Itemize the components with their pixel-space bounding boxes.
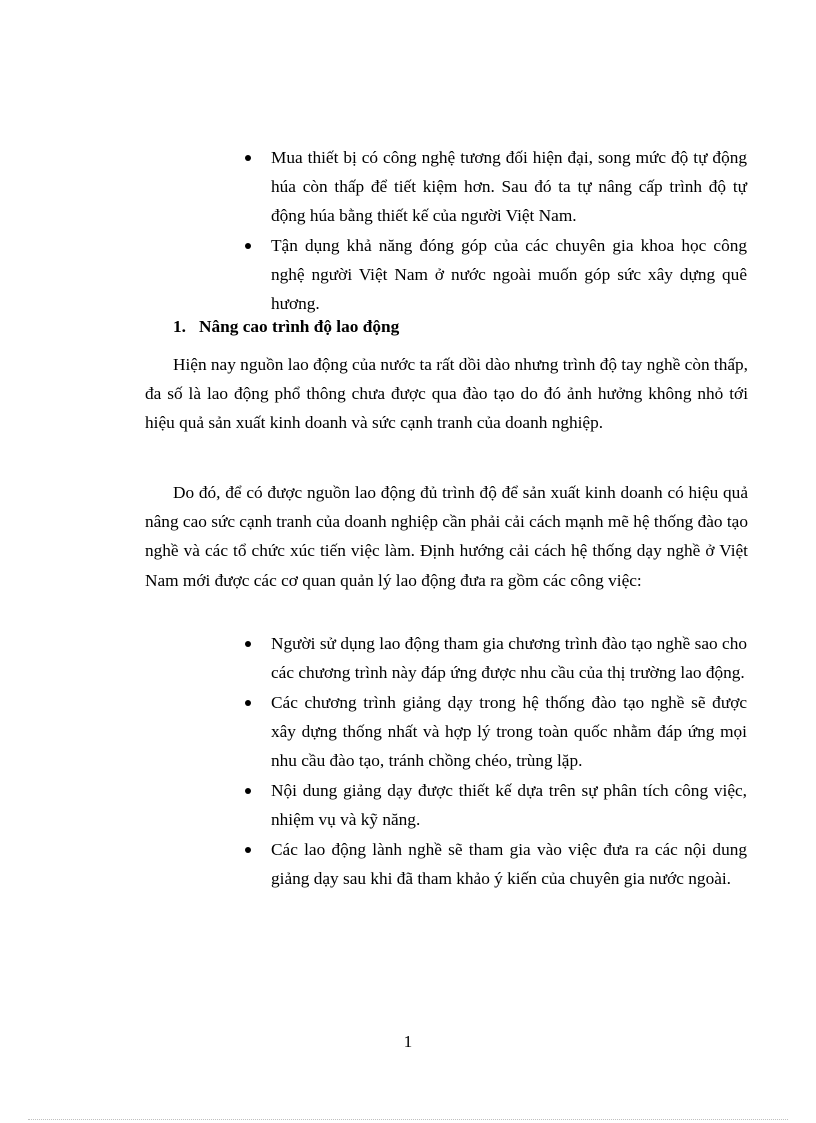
list-item-text: Các lao động lành nghề sẽ tham gia vào việc đưa ra các nội dung giảng dạy sau khi đã tham khảo ý kiến của chuyên gia nước ngoài.	[271, 839, 747, 889]
bullet-icon	[245, 847, 251, 853]
bullet-list-bottom	[271, 629, 747, 894]
bullet-icon	[245, 641, 251, 647]
list-item	[271, 776, 747, 834]
section-heading	[173, 312, 399, 341]
bullet-icon	[245, 243, 251, 249]
list-item	[271, 688, 747, 776]
bullet-icon	[245, 155, 251, 161]
page-number: 1	[403, 1032, 413, 1051]
list-item	[271, 835, 747, 893]
list-item-text: Mua thiết bị có công nghệ tương đối hiện đại, song mức độ tự động húa còn thấp để tiết kiệm hơn. Sau đó ta tự nâng cấp trình độ tự động húa bằng thiết kế của người Việt Nam.	[271, 148, 747, 226]
list-item	[271, 143, 747, 231]
paragraph: Do đó, để có được nguồn lao động đủ trình độ để sản xuất kinh doanh có hiệu quả nâng cao sức cạnh tranh của doanh nghiệp cần phải cải cách mạnh mẽ hệ thống đào tạo nghề và các tổ chức xúc tiến việc làm. Định hướng cải cách hệ thống dạy nghề ở Việt Nam mới được các cơ quan quản lý lao động đưa ra gồm các công việc:	[145, 483, 748, 590]
bullet-icon	[245, 700, 251, 706]
list-item	[271, 231, 747, 319]
list-item-text: Các chương trình giảng dạy trong hệ thống đào tạo nghề sẽ được xây dựng thống nhất và hợp lý trong toàn quốc nhằm đáp ứng mọi nhu cầu đào tạo, tránh chồng chéo, trùng lặp.	[271, 692, 747, 771]
list-item-text: Người sử dụng lao động tham gia chương trình đào tạo nghề sao cho các chương trình này đáp ứng được nhu cầu của thị trường lao động.	[271, 634, 747, 683]
bullet-icon	[245, 788, 251, 794]
bullet-list-top	[271, 143, 747, 318]
list-item	[271, 629, 747, 687]
list-item-text: Nội dung giảng dạy được thiết kế dựa trên sự phân tích công việc, nhiệm vụ và kỹ năng.	[271, 781, 747, 830]
section-title: Nâng cao trình độ lao động	[199, 317, 400, 336]
section-number: 1.	[173, 317, 186, 336]
page-bottom-divider	[28, 1119, 788, 1120]
paragraph: Hiện nay nguồn lao động của nước ta rất dồi dào nhưng trình độ tay nghề còn thấp, đa số là lao động phổ thông chưa được qua đào tạo do đó ảnh hưởng không nhỏ tới hiệu quả sản xuất kinh doanh và sức cạnh tranh của doanh nghiệp.	[145, 355, 748, 433]
list-item-text: Tận dụng khả năng đóng góp của các chuyên gia khoa học công nghệ người Việt Nam ở nước ngoài muốn góp sức xây dựng quê hương.	[271, 235, 747, 314]
